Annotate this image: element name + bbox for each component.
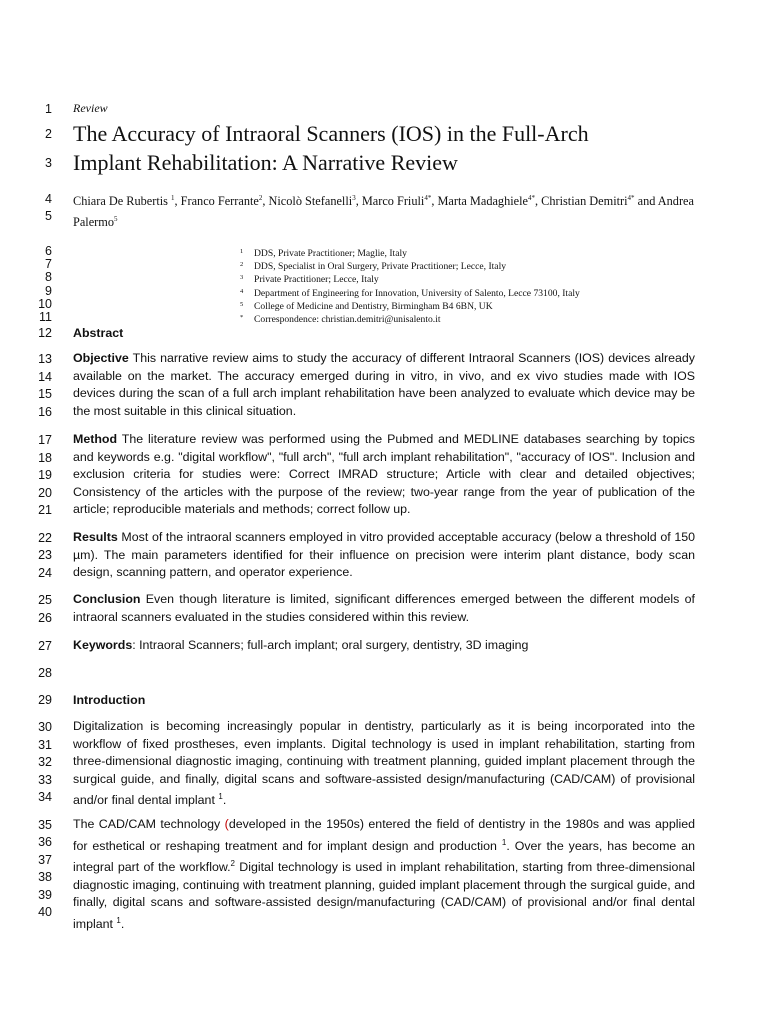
author-affiliation-mark: 4*: [527, 194, 535, 202]
line-number: 26: [38, 611, 52, 625]
abstract-method: [73, 431, 695, 519]
article-type-label: Review: [73, 101, 108, 115]
conclusion-text: Even though literature is limited, significant differences emerged between the different models of intraoral scanners evaluated in the studies considered within this review.: [73, 592, 695, 624]
intro-p2-text-d: Digital technology is used in implant rehabilitation, starting from three-dimensional diagnostic imaging, continuing with treatment planning, guided implant placement through the surgical guide, and finally, digital scans and software-assisted design/manufacturing (CAD/CAM) of provisional and/or final dental implant: [73, 860, 695, 931]
line-number: 14: [38, 370, 52, 384]
line-number: 37: [38, 853, 52, 867]
line-number: 2: [45, 127, 52, 141]
author-name: , Franco Ferrante: [174, 194, 259, 209]
citation-ref: 1: [116, 915, 121, 925]
line-number: 7: [45, 257, 52, 271]
line-number: 17: [38, 433, 52, 447]
intro-p1-end: .: [222, 793, 227, 808]
line-number: 10: [38, 297, 52, 311]
affiliation-mark: 2: [240, 261, 244, 268]
author-affiliation-mark: 4*: [424, 194, 432, 202]
line-number: 30: [38, 720, 52, 734]
line-number: 13: [38, 352, 52, 366]
introduction-heading: Introduction: [73, 693, 146, 707]
intro-p2-text-c: . Over the years, has become an integral part of the workflow.: [73, 838, 695, 875]
intro-p1-text: Digitalization is becoming increasingly popular in dentistry, particularly as it is being incorporated into the workflow of fixed prostheses, even implants. Digital technology is used in implant rehabilitation, starting from three-dimensional diagnostic imaging, continuing with treatment planning, guided implant placement through the surgical guide, and finally, digital scans and software-assisted design/manufacturing (CAD/CAM) of provisional and/or final dental implant: [73, 719, 695, 808]
author-list: [73, 190, 695, 231]
correspondence: [240, 311, 441, 326]
line-number: 22: [38, 531, 52, 545]
affiliation-item: [240, 271, 379, 286]
intro-p2-text-a: The CAD/CAM technology: [73, 817, 225, 831]
method-text: The literature review was performed using the Pubmed and MEDLINE databases searching by topics and keywords e.g. "digital workflow", "full arch", "full arch implant rehabilitation", "accuracy of IOS". Inclusion and exclusion criteria for studies were: Correct IMRAD structure; Article with clear and detailed objectives; Consistency of the articles with the purpose of the review; two-year range from the year of publication of the article; reproducible materials and methods; correct follow up.: [73, 432, 695, 516]
abstract-results: [73, 529, 695, 582]
conclusion-label: Conclusion: [73, 592, 141, 606]
author-affiliation-mark: 5: [113, 214, 118, 223]
affiliation-mark: 3: [240, 274, 244, 281]
citation-ref: 1: [218, 792, 223, 801]
line-number: 19: [38, 468, 52, 482]
author-name: , Nicolò Stefanelli: [262, 194, 353, 209]
affiliation-text: DDS, Private Practitioner; Maglie, Italy: [254, 248, 407, 259]
author-affiliation-mark: 2: [258, 194, 263, 202]
line-number: 8: [45, 270, 52, 284]
line-number: 24: [38, 566, 52, 580]
line-number: 4: [45, 192, 52, 206]
line-number: 33: [38, 773, 52, 787]
affiliation-text: College of Medicine and Dentistry, Birmingham B4 6BN, UK: [254, 301, 493, 312]
intro-p2-text-b: developed in the 1950s) entered the field of dentistry in the 1980s and was applied for esthetical or reshaping treatment and for implant design and production: [73, 817, 695, 853]
line-number: 29: [38, 693, 52, 707]
line-number: 28: [38, 666, 52, 680]
author-name: , Marco Friuli: [355, 194, 425, 209]
objective-text: This narrative review aims to study the accuracy of different Intraoral Scanners (IOS) devices already available on the market. The accuracy emerged during in vitro, in vivo, and ex vivo studies made with IOS devices during the scan of a full arch implant rehabilitation have been analyzed to evaluate which device may be the most suitable in this clinical situation.: [73, 351, 695, 418]
line-number: 23: [38, 548, 52, 562]
line-number: 9: [45, 284, 52, 298]
keywords-text: : Intraoral Scanners; full-arch implant; oral surgery, dentistry, 3D imaging: [132, 638, 529, 652]
line-number: 21: [38, 503, 52, 517]
method-label: Method: [73, 432, 118, 446]
line-number: 16: [38, 405, 52, 419]
author-affiliation-mark: 4*: [627, 194, 635, 202]
affiliation-mark: 5: [240, 301, 244, 308]
author-affiliation-mark: 3: [352, 194, 356, 202]
line-number: 32: [38, 755, 52, 769]
author-name: and Andrea Palermo: [73, 194, 694, 229]
abstract-conclusion: [73, 591, 695, 626]
line-number: 11: [39, 310, 52, 324]
affiliation-mark: 1: [240, 248, 244, 255]
abstract-heading: Abstract: [73, 326, 124, 340]
affiliation-mark: 4: [240, 288, 244, 295]
citation-ref: 1: [501, 837, 507, 847]
paper-title-line-1: The Accuracy of Intraoral Scanners (IOS) in the Full-Arch: [73, 121, 589, 146]
affiliation-text: Department of Engineering for Innovation, University of Salento, Lecce 73100, Italy: [254, 288, 580, 299]
line-number: 15: [38, 387, 52, 401]
line-number: 1: [45, 102, 52, 116]
citation-ref: 2: [230, 859, 235, 869]
line-number: 36: [38, 835, 52, 849]
line-number: 18: [38, 451, 52, 465]
line-number: 5: [45, 209, 52, 223]
highlighted-paren: (: [224, 817, 229, 831]
results-text: Most of the intraoral scanners employed in vitro provided acceptable accuracy (below a threshold of 150 µm). The main parameters identified for their influence on precision were interim plant distance, body scan design, scanning pattern, and operator experience.: [73, 530, 695, 579]
intro-paragraph-2: [73, 816, 695, 933]
line-number: 31: [38, 738, 52, 752]
author-affiliation-mark: 1: [171, 194, 175, 202]
results-label: Results: [73, 530, 118, 544]
line-number: 20: [38, 486, 52, 500]
intro-paragraph-1: [73, 718, 695, 810]
author-name: , Marta Madaghiele: [431, 194, 528, 209]
line-number: 6: [45, 244, 52, 258]
line-number: 27: [38, 639, 52, 653]
affiliation-text: DDS, Specialist in Oral Surgery, Private Practitioner; Lecce, Italy: [254, 261, 507, 272]
line-number: 38: [38, 870, 52, 884]
line-number: 12: [38, 326, 52, 340]
keywords: [73, 637, 695, 655]
objective-label: Objective: [73, 351, 129, 365]
author-name: , Christian Demitri: [534, 194, 628, 209]
abstract-objective: [73, 350, 695, 420]
line-number: 39: [38, 888, 52, 902]
line-number: 35: [38, 818, 52, 832]
line-number: 3: [45, 156, 52, 170]
line-number: 25: [38, 593, 52, 607]
line-number: 40: [38, 905, 52, 919]
correspondence-text: Correspondence: christian.demitri@unisalento.it: [254, 314, 441, 325]
line-number: 34: [38, 790, 52, 804]
author-name: Chiara De Rubertis: [73, 194, 168, 209]
paper-title-line-2: Implant Rehabilitation: A Narrative Review: [73, 150, 458, 175]
keywords-label: Keywords: [73, 638, 133, 652]
affiliation-text: Private Practitioner; Lecce, Italy: [254, 274, 379, 285]
intro-p2-end: .: [120, 916, 125, 931]
affiliation-mark: *: [240, 314, 244, 321]
